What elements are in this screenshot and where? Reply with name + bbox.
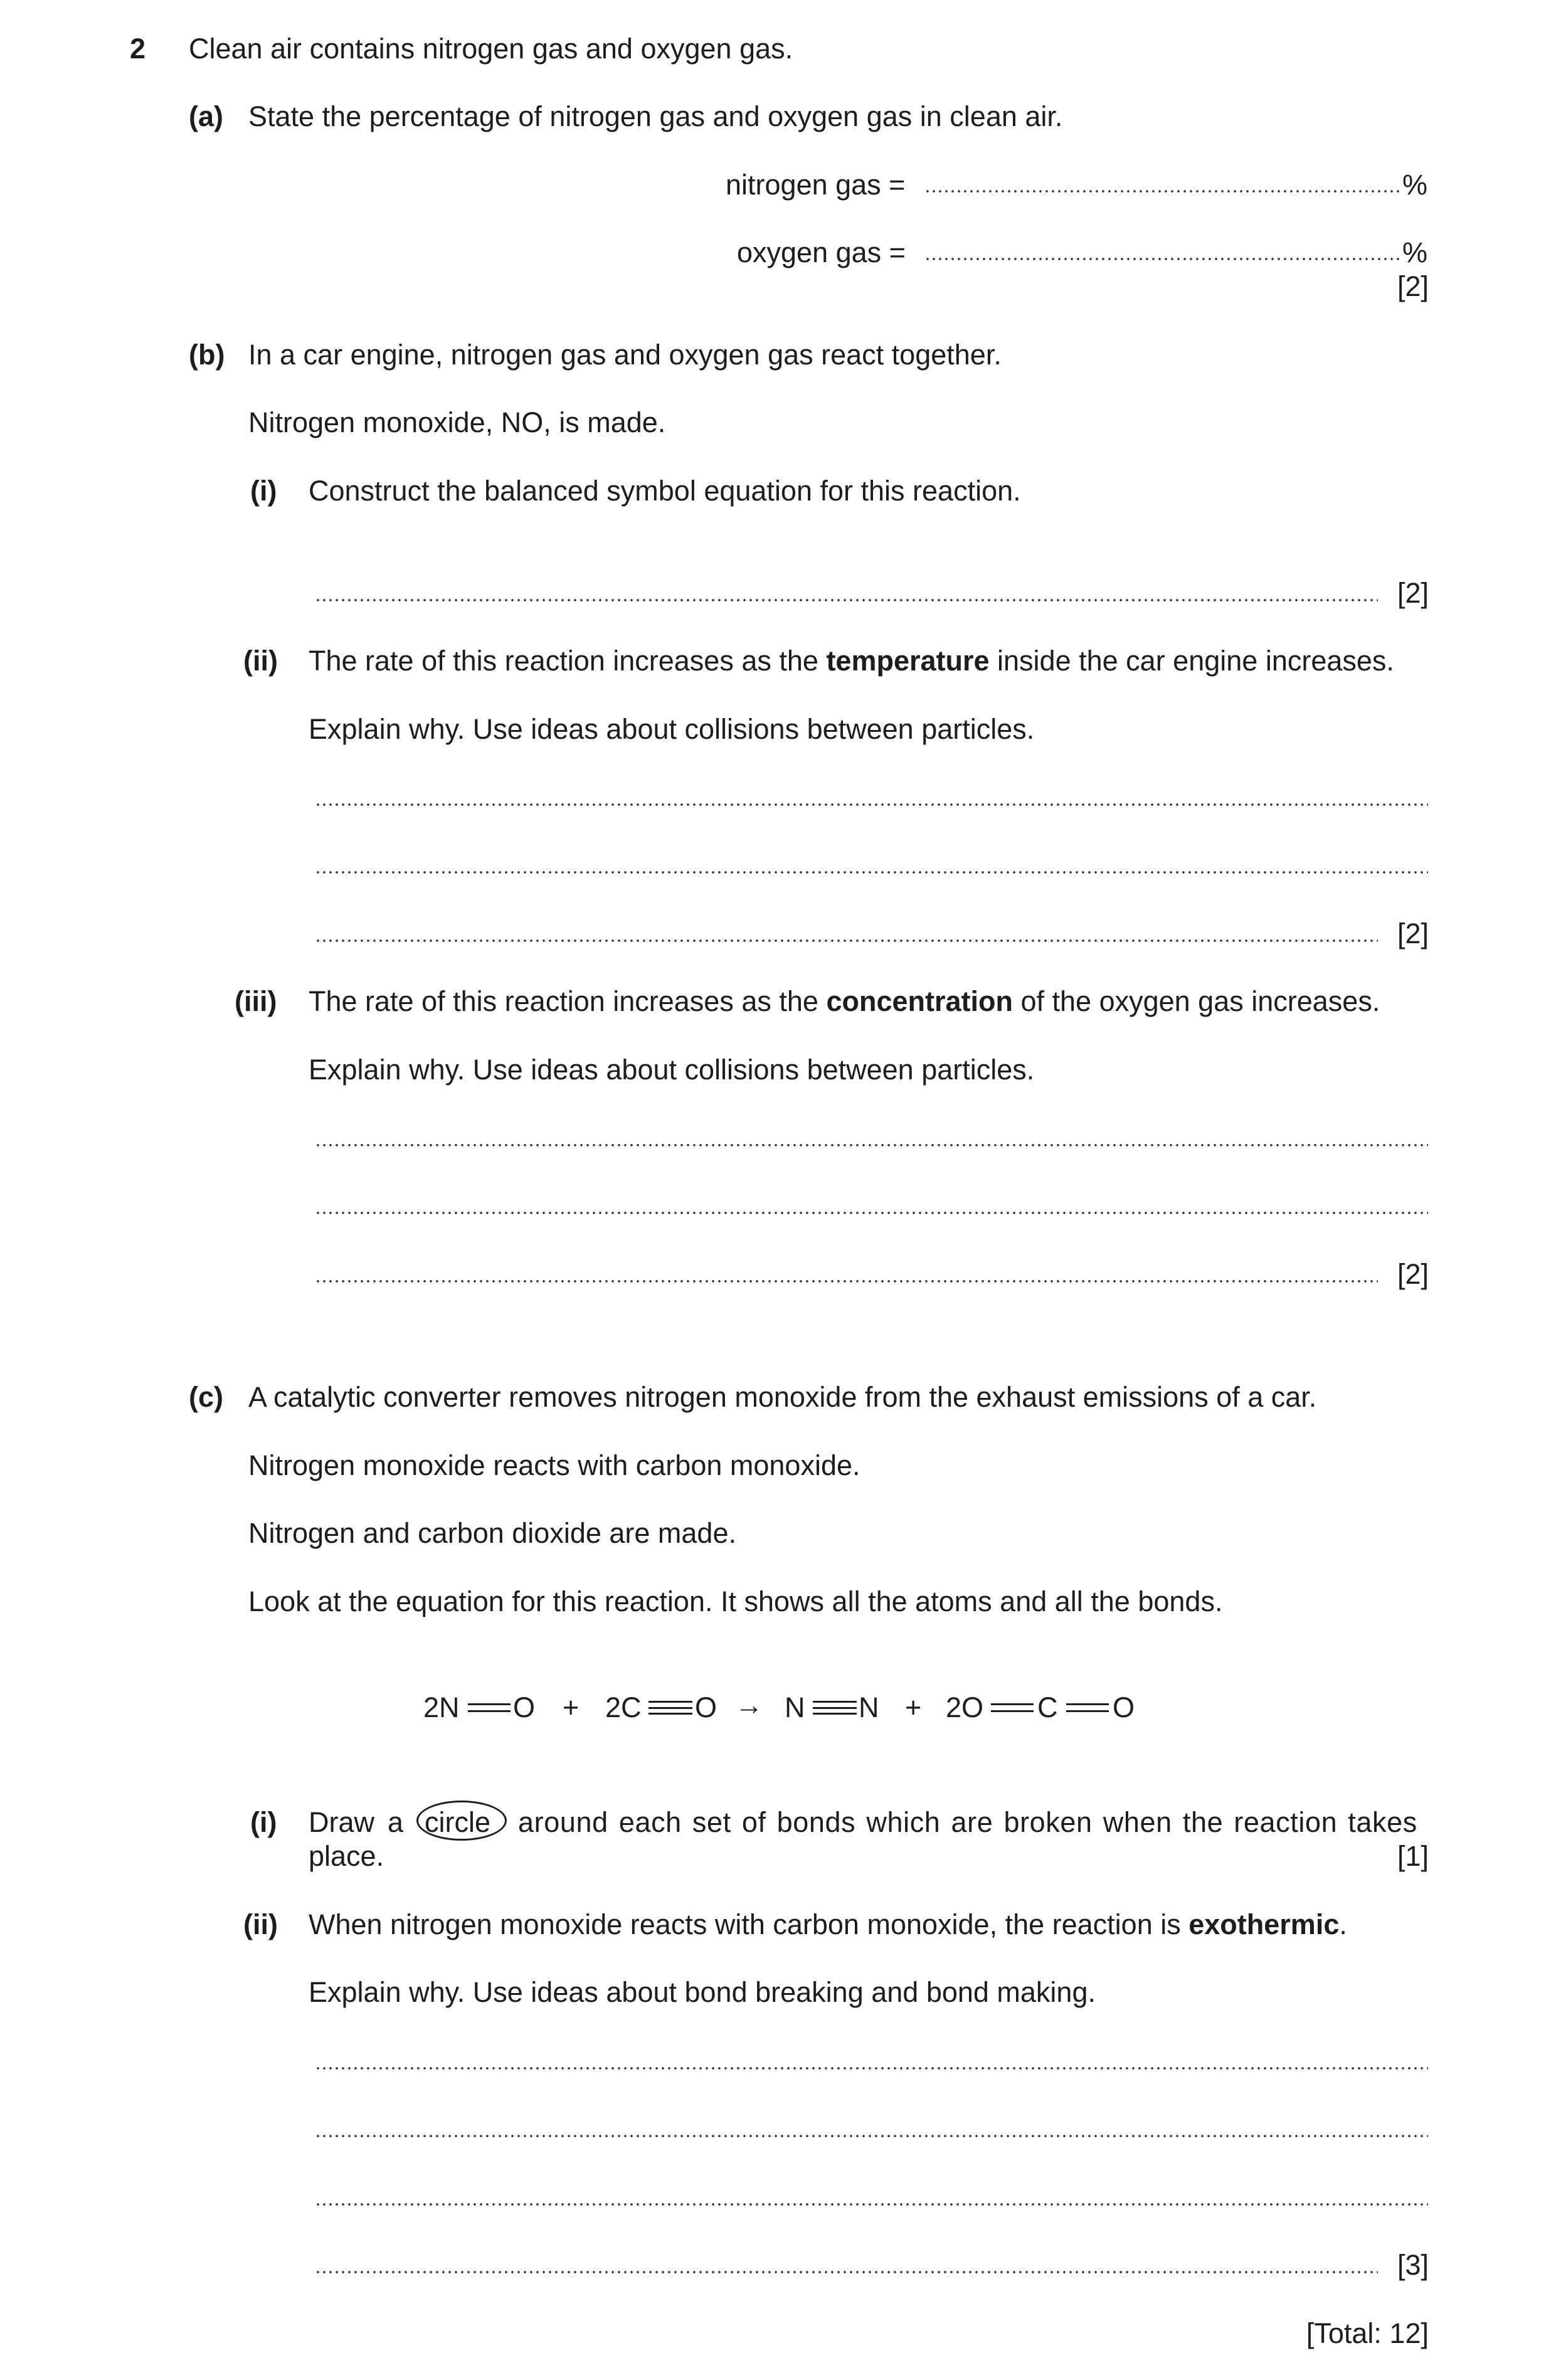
part-b-iii-answer-line-1[interactable]: [315, 1144, 1428, 1146]
part-b-iii-answer-line-3[interactable]: [315, 1280, 1378, 1283]
eq-co2-2o: 2O: [946, 1691, 984, 1723]
part-b-i-label: (i): [250, 475, 277, 507]
nitrogen-label: nitrogen gas =: [726, 169, 906, 201]
part-b-iii-explain: Explain why. Use ideas about collisions between particles.: [309, 1054, 1035, 1086]
part-b-iii-label: (iii): [235, 985, 277, 1017]
part-b-iii-text: [309, 987, 1380, 1015]
part-c-ii-explain: Explain why. Use ideas about bond breaking and bond making.: [309, 1976, 1096, 2008]
part-b-ii-text-after: inside the car engine increases.: [989, 645, 1394, 677]
part-a-label: (a): [189, 100, 223, 132]
part-c-ii-answer-line-2[interactable]: [315, 2135, 1428, 2137]
part-c-i-line2: place.: [309, 1840, 384, 1872]
eq-arrow: →: [735, 1689, 763, 1721]
nitrogen-percent: %: [1402, 169, 1428, 201]
part-c-i-a: a: [388, 1806, 404, 1838]
part-c-text2: Nitrogen monoxide reacts with carbon monoxide.: [248, 1449, 860, 1481]
co-triple-bond: [648, 1701, 692, 1715]
part-a-marks: [2]: [1397, 270, 1429, 302]
part-b-iii-text-before: The rate of this reaction increases as the: [309, 985, 827, 1017]
part-c-text3: Nitrogen and carbon dioxide are made.: [248, 1517, 736, 1549]
eq-plus-2: +: [905, 1691, 922, 1723]
part-c-ii-answer-line-4[interactable]: [315, 2271, 1378, 2273]
eq-co2-o: O: [1113, 1691, 1135, 1723]
part-b-text1: In a car engine, nitrogen gas and oxygen gas react together.: [248, 339, 1002, 371]
part-c-ii-keyword: exothermic: [1188, 1908, 1340, 1940]
part-b-ii-marks: [2]: [1397, 918, 1429, 949]
part-c-ii-label: (ii): [243, 1908, 278, 1940]
co2-double-bond-2: [1066, 1703, 1109, 1712]
part-c-i-marks: [1]: [1397, 1840, 1429, 1872]
eq-no-2n: 2N: [423, 1691, 460, 1723]
part-c-text1: A catalytic converter removes nitrogen monoxide from the exhaust emissions of a car.: [248, 1381, 1317, 1413]
no-double-bond: [468, 1703, 511, 1712]
co2-double-bond-1: [991, 1703, 1034, 1712]
part-b-ii-answer-line-2[interactable]: [315, 871, 1428, 874]
part-c-i-draw: Draw: [309, 1806, 375, 1838]
part-b-ii-explain: Explain why. Use ideas about collisions between particles.: [309, 713, 1035, 745]
part-b-ii-keyword: temperature: [826, 645, 990, 677]
part-b-ii-answer-line-3[interactable]: [315, 939, 1378, 942]
eq-co2-c: C: [1037, 1691, 1058, 1723]
part-c-text4: Look at the equation for this reaction. It shows all the atoms and all the bonds.: [248, 1585, 1223, 1617]
part-c-i-rest: around each set of bonds which are broken when the reaction takes: [518, 1806, 1417, 1838]
eq-n2-left: N: [785, 1691, 805, 1723]
part-c-i-label: (i): [250, 1806, 277, 1838]
part-b-ii-text: [309, 647, 1394, 675]
part-c-label: (c): [189, 1381, 223, 1413]
part-c-ii-text-before: When nitrogen monoxide reacts with carbon monoxide, the reaction is: [309, 1908, 1189, 1940]
part-c-i-circle-word: circle: [425, 1806, 491, 1838]
equation-answer-line[interactable]: [315, 599, 1378, 601]
part-c-ii-text: [309, 1910, 1347, 1938]
part-b-ii-label: (ii): [243, 645, 278, 677]
part-b-text2: Nitrogen monoxide, NO, is made.: [248, 406, 666, 438]
part-c-ii-marks: [3]: [1397, 2249, 1429, 2281]
oxygen-answer-line[interactable]: [924, 258, 1401, 260]
question-intro: Clean air contains nitrogen gas and oxygen gas.: [189, 33, 793, 65]
part-c-ii-answer-line-3[interactable]: [315, 2203, 1428, 2206]
nitrogen-answer-line[interactable]: [924, 190, 1401, 193]
part-b-iii-text-after: of the oxygen gas increases.: [1012, 985, 1380, 1017]
oxygen-label: oxygen gas =: [737, 236, 906, 268]
question-number: 2: [130, 33, 146, 65]
nn-triple-bond: [813, 1701, 857, 1715]
eq-n2-right: N: [859, 1691, 879, 1723]
eq-plus-1: +: [563, 1691, 580, 1723]
part-b-i-marks: [2]: [1397, 577, 1429, 609]
part-b-ii-text-before: The rate of this reaction increases as the: [309, 645, 827, 677]
question-total: [Total: 12]: [1306, 2317, 1429, 2349]
part-b-iii-answer-line-2[interactable]: [315, 1212, 1428, 1214]
part-b-i-text: Construct the balanced symbol equation for this reaction.: [309, 475, 1021, 507]
part-a-text: State the percentage of nitrogen gas and oxygen gas in clean air.: [248, 100, 1063, 132]
part-b-iii-keyword: concentration: [826, 985, 1013, 1017]
oxygen-percent: %: [1402, 236, 1428, 268]
eq-co-o: O: [695, 1691, 717, 1723]
part-b-label: (b): [189, 339, 225, 371]
eq-no-o: O: [513, 1691, 536, 1723]
part-c-ii-text-after: .: [1339, 1908, 1347, 1940]
part-b-iii-marks: [2]: [1397, 1258, 1429, 1290]
part-c-ii-answer-line-1[interactable]: [315, 2067, 1428, 2070]
eq-co-2c: 2C: [605, 1691, 642, 1723]
part-b-ii-answer-line-1[interactable]: [315, 803, 1428, 806]
